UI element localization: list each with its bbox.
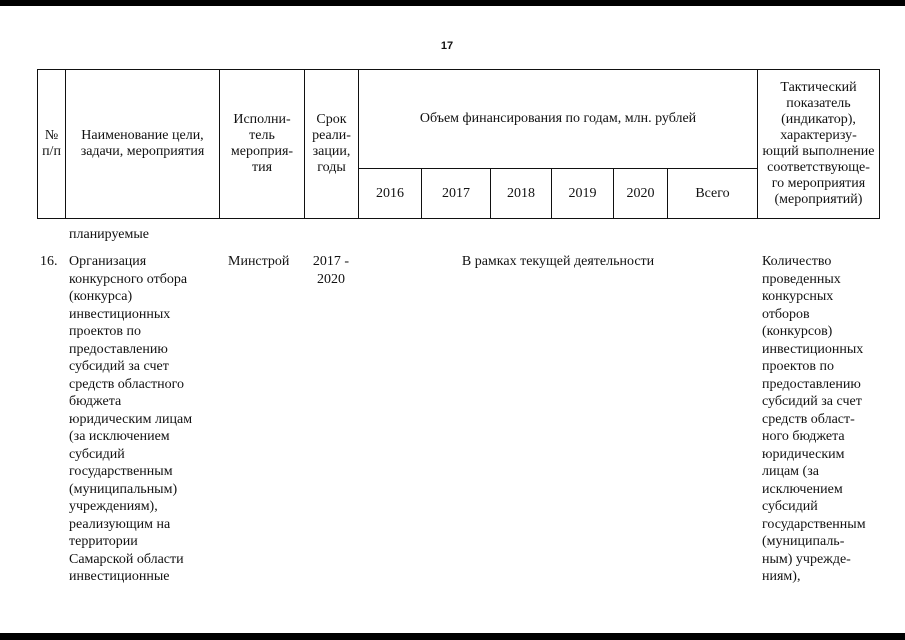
bottom-border-bar [0,633,905,640]
page-number: 17 [440,40,454,52]
header-year-2018: 2018 [507,185,535,201]
continuation-text: планируемые [69,227,150,242]
header-year-2017: 2017 [442,185,470,201]
header-year-2019: 2019 [568,185,597,201]
row-16-financing: В рамках текущей деятельности [461,254,655,269]
row-16-period: 2017 - 2020 [312,254,350,287]
row-16-executor: Минстрой [228,254,290,269]
header-year-2020: 2020 [626,185,655,201]
header-executor: Исполни- тель мероприя- тия [230,112,294,175]
row-16-name: Организация конкурсного отбора (конкурса) инвестиционных проектов по предоставлению субсидий за счет средств областного бюджета юридическим лицам (за исключением субсидий государственным (муниципальным) учреждениям), реализующим на территории Самарской области инвестиционные [69,254,193,584]
row-16-number: 16. [40,254,58,269]
row-16-indicator: Количество проведенных конкурсных отборов (конкурсов) инвестиционных проектов по предоставлению субсидий за счет средств област- ного бюджета юридическим лицам (за исключением субсидий государственным (муниципаль- ным) учрежде- ниям), [762,254,866,584]
header-total: Всего [695,185,730,201]
header-name: Наименование цели, задачи, мероприятия [80,128,205,159]
header-num: № п/п [42,128,61,159]
header-financing: Объем финансирования по годам, млн. рублей [419,111,697,126]
header-period: Срок реали- зации, годы [312,112,351,175]
header-indicator: Тактический показатель (индикатор), характеризу- ющий выполнение соответствующе- го мероприятия (мероприятий) [762,80,875,207]
table-border-right [879,69,880,219]
table-border-bottom [37,218,880,219]
header-year-2016: 2016 [376,185,404,201]
top-border-bar [0,0,905,6]
